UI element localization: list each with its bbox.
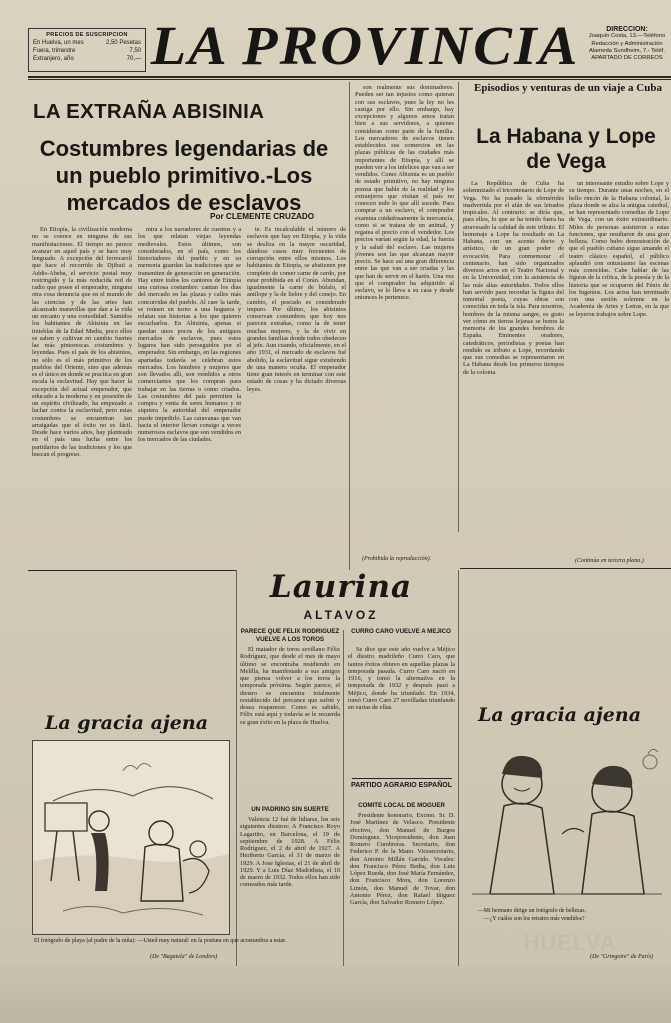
column-divider: [458, 82, 459, 532]
cartoon-credit: (De "Gringoire" de París): [590, 954, 653, 960]
news-headline: CURRO CARO VUELVE A MEJICO: [351, 628, 451, 635]
column-divider: [349, 82, 350, 570]
archive-watermark: HUELVA: [523, 930, 617, 955]
subscription-box: [28, 28, 146, 72]
party-text: Presidente honorario, Excmo. Sr. D. José Martínez de Velasco. Presidente efectivo, don Manuel de Burgos Domínguez. Vicepresidente, don Juan Romero Cumbreras. Secretario, don Federico P. de la Mano. Vicesecretario, don Antonio Millán Garrido. Vocales: don Francisco Pérez Bedia, don Luis López Rueda, don José María Fernández, don Francisco Mora, don Lorenzo Limón, don Manuel de Tovar, don Antonio Pérez, don Rafael Iñiguez García, don Salvador Romero López.: [350, 812, 455, 906]
article-column-1: En Etiopía, la civilización moderna no se conoce en ninguna de sus manifestaciones. El tiempo no parece avanzar en aquel país y se hace muy lenguado. A excepción del ferrocarril que hace el recorrido de Djibuti a Addis-Abeba, el servicio postal muy restringido y la más reducida red de radio que posee el emperador, ninguna otra cosa denuncia que en el mundo de las ciencias y de las artes han alcanzado maravillas que dan a la vida un encanto y una comodidad. Sumidos los habitantes de Abisinia en las tinieblas de la Edad Media, poco ellos se saben y cultivan en cambio fuertes las más pintorescas costumbres y leyendas. Pues el país de los abisinios, no sólo es el más primitivo de los pueblos del Oriente, sino que además es el único en donde se practica en gran escala la esclavitud. Hay que hacer la excepción del actual emperador, que educado a la moderna y en posesión de un espíritu civilizado, ha empezado a luchar contra la esclavitud, pero estas costumbres se encuentran tan arraigadas que el éxito no es fácil. Desde hace varios años, hay planteado en el país una lucha entre los partidarios de las tradiciones y los que buscan el progreso.: [32, 226, 132, 458]
masthead-rule: [28, 76, 671, 78]
article-kicker: LA EXTRAÑA ABISINIA: [33, 100, 265, 123]
column-divider: [343, 630, 344, 966]
cartoon-caption: El fotógrafo de playa (al padre de la niña): —Usted muy natural: en la postura en que acostumbra a estar.: [34, 938, 287, 944]
party-title: PARTIDO AGRARIO ESPAÑOL: [351, 782, 452, 789]
cartoon-title: La gracia ajena: [45, 712, 209, 734]
section-rule: [28, 570, 236, 571]
article-column-4: son realmente sus dominadores. Pueden ser tan injustos como quieran con sus esclavos, pues la ley no les castiga por ello. Sin embargo, hay excepciones y algunos amos tratan bien a sus servidores, a quienes consideran como parte de la familia. Los mercaderes de esclavos tienen establecidos sus comercios en las plazas públicas de las ciudades más importantes de Etiopía, y allí se pueden ver a los infelices que van a ser vendidos. Como Abisinia es un pueblo de estado primitivo, no hay ninguna prensa que hable de la realidad y los extranjeros que visitan el país no conocen todo lo que allí sucede. Para comprar a un esclavo, el comprador examina cuidadosamente la mercancía, como si se tratara de un animal, y regatea el precio con el vendedor. Los precios varían según la edad, la fuerza y la salud del esclavo. Las mujeres jóvenes son las que alcanzan mayor precio. Se hace así una gran diferencia entre las que van a ser criadas y las que han de servir en el harén. Una vez que el comprador ha adquirido al esclavo, se lo lleva a su casa y desde entonces le pertenece.: [355, 84, 454, 302]
right-article-column-1: La República de Cuba ha solemnizado el tricentenario de Lope de Vega. No ha pasado la efemérides inadvertida por el afán de sus letrados tropicales. Al contrario: se diría que, para ellos, lo que se ha tenido fuera ha atravesado la calidad de este tributo. El homenaje a Lope ha resultado en La Habana, con un acento docto y artístico, de un gran poder de evocación. Para conmemorar el centenario, han sido organizados diversos actos en el Teatro Nacional y en la Universidad, con la asistencia de las más altas autoridades. Todos ellos han servido para recordar la figura del inmortal poeta, cuyas obras son conocidas en toda la isla. Para nosotros, hombres de la misma sangre, es grato ver cómo en tierras lejanas se honra la memoria de los grandes hombres de España. Eminentes oradores, catedráticos, periodistas y poetas han rendido su tributo a Lope, recordando que sus comedias se representaron en La Habana desde los primeros tiempos de la colonia.: [463, 180, 564, 376]
cartoon-credit: (De "Bagatela" de Londres): [150, 954, 218, 960]
subscription-row: En Huelva, un mes 2,50 Pesetas: [33, 40, 141, 46]
masthead-rule-thin: [28, 79, 671, 80]
party-box-rule: [352, 778, 452, 779]
continuation-note: (Continúa en tercera plana.): [575, 558, 644, 564]
article-source-note: (Prohibida la reproducción).: [362, 556, 432, 562]
subscription-row: Fuera, trimestre 7,50: [33, 48, 141, 54]
news-text: Se dice que este año vuelve a Méjico el diestro madrileño Curro Caro, que tantos éxitos obtuvo en aquellas plazas la temporada pasada. Curro Caro nació en 1916, y tomó la alternativa en la temporada de 1932 y después pasó a Méjico, donde ha triunfado. En 1934, tomó Curro Caro 27 novilladas triunfando en varias de ellas.: [348, 646, 455, 711]
beach-photographer-drawing: [33, 741, 230, 935]
newspaper-masthead: LA PROVINCIA: [150, 14, 580, 77]
direction-box: DIRECCION: Joaquín Costa, 13.—Teléfono Redacción y Administración Alameda Sundheim, 7.- Teléf. APARTADO DE CORREOS: [588, 26, 666, 62]
section-rule: [460, 568, 671, 569]
article-column-2: mira a los narradores de cuentos y a los que relatan viejas leyendas medievales. Estos últimos, son considerados, en el país, como los historiadores del pueblo y en su memoria guardan las tradiciones que se transmiten de generación en generación. Hay entre todos los cantores de Etiopía una curiosa costumbre: cantan los días del mercado en las plazas y calles más concurridas del pueblo. Al caer la tarde, se reúnen en torno a una hoguera y relatan sus historias a los que quieren escucharlos. En Abisinia, apenas si quedan unos pocos de los antiguos mercados de esclavos, pues estos lugares han sido perseguidos por el emperador. Sin embargo, en las regiones apartadas todavía se celebran estos mercados. Los hombres y mujeres que son llevados allí, son vendidos a otros comerciantes que los compran para trabajar en las tierras o como criados. Las costumbres del país permiten la compra y venta de seres humanos y ni siquiera la autoridad del emperador puede impedirlo. Las caravanas que van hacia el interior llevan consigo a veces numerosos esclavos que son vendidos en los mercados de las ciudades.: [138, 226, 241, 444]
subscription-title: PRECIOS DE SUSCRIPCION: [46, 32, 128, 38]
right-article-kicker: Episodios y venturas de un viaje a Cuba: [474, 82, 662, 94]
news-headline: UN PADRINO SIN SUERTE: [251, 806, 329, 813]
news-text: Valencia 12 fué de lidiarse, los seis siguientes diestros: A Francisco Royo Lagartito, en Barcelona, el 19 de septiembre de 1928. A Félix Rodríguez, el 2 de abril de 1927. A Heriberto García, el 31 de marzo de 1929. A Jose Iglesias, el 21 de abril de 1929. Y a Luis Díaz Madridista, el 10 de marzo de 1932. Todos ellos han sido corneados más tarde.: [240, 816, 340, 889]
right-article-column-2: un interesante estudio sobre Lope y su tiempo. Durante unas noches, en el bello rincón de la Habana colonial, la plaza donde se alza la antigua catedral, se han representado comedias de Lope de Vega, con un éxito extraordinario. Miles de personas asistieron a estas funciones, que resultaron de una gran belleza. Como hubo demostración de que el pueblo cubano sigue amando el teatro clásico español, el público aplaudió con entusiasmo las escenas más conocidas. Cabe hablar de las figuras de la crítica, de la poesía y de la historia que se ocuparon del Fénix de los Ingenios. Los actos han terminado con una sesión solemne en la Academia de Artes y Letras, en la que se leyeron trabajos sobre Lope.: [569, 180, 669, 318]
cartoon-caption: —Mi hermano dirige un fotógrafo de bellezas.: [478, 908, 587, 914]
cartoon-caption: —¿Y cuáles son los retratos más vendidos?: [484, 916, 585, 922]
column-divider: [236, 570, 237, 966]
article-headline: Costumbres legendarias de un pueblo primitivo.-Los mercados de esclavos: [39, 136, 329, 215]
altavoz-title: ALTAVOZ: [303, 608, 379, 622]
news-text: El matador de toros sevillano Félix Rodríguez, que desde el mes de mayo último se encontraba residiendo en Melilla, ha manifestado a sus amigos que piensa volver a los toros la temporada próxima. Según parece, el diestro se encuentra totalmente restablecido del percance que sufrió y desea reaparecer. Como es sabido, Félix está aquí y todavía se le recuerda su gran éxito en la plaza de Huelva.: [240, 646, 340, 726]
page-bottom-margin: [0, 966, 671, 1023]
party-subtitle: COMITE LOCAL DE MOGUER: [358, 802, 445, 809]
laurina-logo: Laurina: [269, 569, 413, 605]
news-headline: PARECE QUE FELIX RODRIGUEZ VUELVE A LOS TOROS: [240, 628, 340, 643]
column-divider: [458, 570, 459, 966]
right-article-headline: La Habana y Lope de Vega: [476, 125, 656, 173]
cartoon-title: La gracia ajena: [478, 704, 642, 726]
article-byline: Por CLEMENTE CRUZADO: [210, 212, 315, 221]
cartoon-illustration: [32, 740, 230, 935]
two-women-drawing: [462, 734, 669, 904]
subscription-row: Extranjero, año 70,—: [33, 56, 141, 62]
article-column-3: te. Es incalculable el número de esclavos que hay en Etiopía, y la vida se desliza en la mayor oscuridad, dándose casos muy frecuentes de corrupción entre ellos mismos. Los habitantes de Etiopía, se abstienen por completo de comer carne de cerdo, por estar prohibida en el Corán. Abundan, igualmente la carne de búfalo, el antílope y la de liebre y del conejo. En cambio, el pescado es considerado impuro. Por último, los abisinios conservan costumbres que hoy nos parecen extrañas, como la de tener muchas mujeres, y la de vivir en grandes familias donde todos obedecen al jefe. Aun cuando, oficialmente, en el año 1931, el mercado de esclavos fué abolido, la esclavitud sigue existiendo de una manera oculta. El emperador tiene gran interés en terminar con este estado de cosas y ha dictado diversas leyes.: [247, 226, 346, 393]
cartoon-illustration: [462, 734, 669, 904]
